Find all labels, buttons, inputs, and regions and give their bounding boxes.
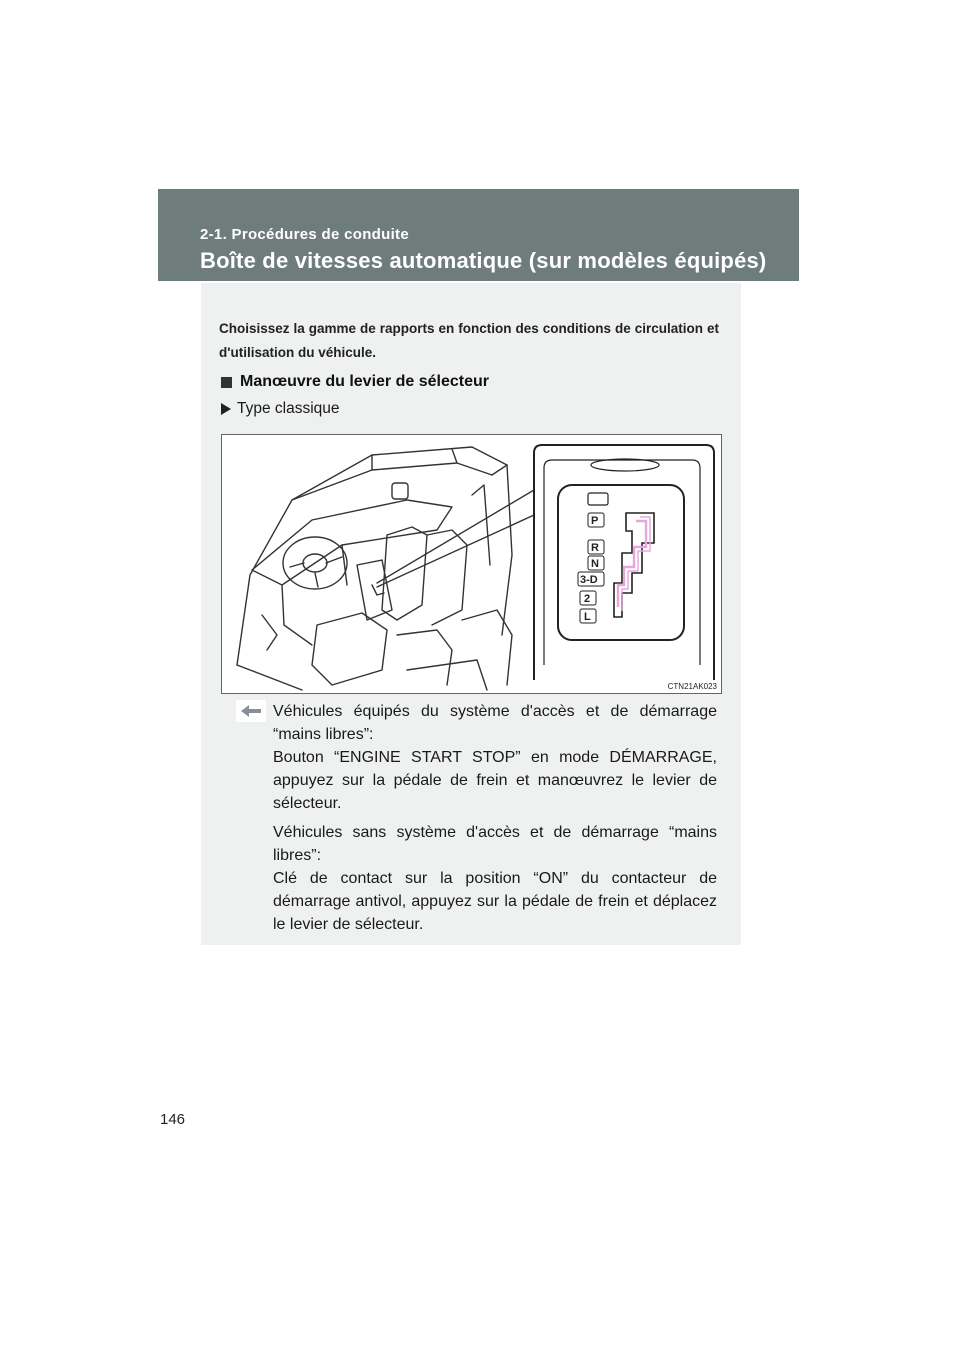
page-title: Boîte de vitesses automatique (sur modèles équipés) xyxy=(200,248,767,273)
intro-text: Choisissez la gamme de rapports en fonction des conditions de circulation et d'utilisation du véhicule. xyxy=(219,321,719,360)
subheading xyxy=(221,373,489,391)
gate-label-r: R xyxy=(591,542,599,554)
shift-lever-illustration xyxy=(221,434,722,694)
triangle-bullet-icon xyxy=(221,403,231,415)
section-label: 2-1. Procédures de conduite xyxy=(200,226,409,243)
car-interior-illustration xyxy=(222,435,721,693)
note-keyless: Véhicules équipés du système d'accès et de démarrage “mains libres”: Bouton “ENGINE START STOP” en mode DÉMARRAGE, appuyez sur la pédale de frein et manœuvrez le levier de sélecteur. xyxy=(273,703,717,812)
gate-label-2: 2 xyxy=(584,593,591,605)
page-number: 146 xyxy=(160,1111,186,1128)
type-label-text: Type classique xyxy=(237,400,340,417)
type-label xyxy=(221,400,340,418)
arrow-left-icon xyxy=(236,700,266,722)
square-bullet-icon xyxy=(221,377,232,388)
gate-label-3d: 3-D xyxy=(580,574,598,586)
chapter-header xyxy=(158,189,799,281)
gate-label-p: P xyxy=(591,515,599,527)
subheading-text: Manœuvre du levier de sélecteur xyxy=(240,373,489,390)
note-key: Véhicules sans système d'accès et de démarrage “mains libres”: Clé de contact sur la position “ON” du contacteur de démarrage antivol, appuyez sur la pédale de frein et déplacez le levier de sélecteur. xyxy=(273,824,717,933)
figure-code: CTN21AK023 xyxy=(667,682,717,691)
gate-label-l: L xyxy=(584,611,591,623)
gate-label-n: N xyxy=(591,558,599,570)
operation-notes xyxy=(273,700,717,942)
